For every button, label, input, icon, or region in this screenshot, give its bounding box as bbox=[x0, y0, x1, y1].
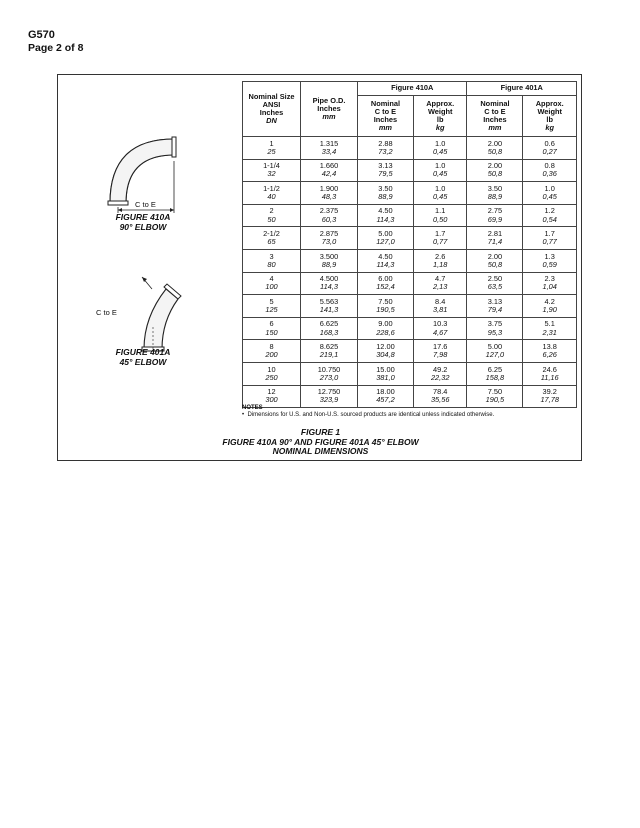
table-cell: 3.500 88,9 bbox=[301, 249, 358, 272]
table-row bbox=[243, 249, 577, 272]
table-cell: 2.88 73,2 bbox=[358, 137, 414, 160]
table-body bbox=[243, 137, 577, 408]
header-401a-cte: Nominal C to E Inches mm bbox=[467, 96, 523, 137]
table-cell: 1.660 42,4 bbox=[301, 159, 358, 182]
table-cell: 6.25 158,8 bbox=[467, 362, 523, 385]
table-cell: 24.6 11,16 bbox=[523, 362, 577, 385]
header-pipe-od: Pipe O.D. Inches mm bbox=[301, 82, 358, 137]
caption-line-3: NOMINAL DIMENSIONS bbox=[272, 446, 369, 456]
note-item: • Dimensions for U.S. and Non-U.S. sourced products are identical unless indicated otherwise. bbox=[242, 412, 495, 418]
table-cell: 2 50 bbox=[243, 204, 301, 227]
table-cell: 1.1 0,50 bbox=[413, 204, 467, 227]
table-row bbox=[243, 227, 577, 250]
table-cell: 4 100 bbox=[243, 272, 301, 295]
table-cell: 1.900 48,3 bbox=[301, 182, 358, 205]
table-cell: 1.2 0,54 bbox=[523, 204, 577, 227]
table-cell: 15.00 381,0 bbox=[358, 362, 414, 385]
table-cell: 1.0 0,45 bbox=[413, 159, 467, 182]
table-cell: 1.0 0,45 bbox=[413, 137, 467, 160]
table-cell: 0.8 0,36 bbox=[523, 159, 577, 182]
table-cell: 78.4 35,56 bbox=[413, 385, 467, 408]
table-cell: 1-1/4 32 bbox=[243, 159, 301, 182]
figure-401a-desc: 45° ELBOW bbox=[119, 357, 167, 367]
table-cell: 2.00 50,8 bbox=[467, 249, 523, 272]
table-row bbox=[243, 159, 577, 182]
table-row bbox=[243, 272, 577, 295]
table-cell: 6.625 168,3 bbox=[301, 317, 358, 340]
table-cell: 0.6 0,27 bbox=[523, 137, 577, 160]
table-cell: 1 25 bbox=[243, 137, 301, 160]
table-cell: 1.3 0,59 bbox=[523, 249, 577, 272]
notes bbox=[242, 405, 494, 419]
dimensions-table bbox=[242, 81, 577, 408]
elbow-45-dim-label: C to E bbox=[96, 308, 117, 317]
table-cell: 18.00 457,2 bbox=[358, 385, 414, 408]
table-group-header-row bbox=[243, 82, 577, 96]
header-401a-weight: Approx. Weight lb kg bbox=[523, 96, 577, 137]
table-cell: 7.50 190,5 bbox=[467, 385, 523, 408]
table-cell: 1.315 33,4 bbox=[301, 137, 358, 160]
table-cell: 8.4 3,81 bbox=[413, 295, 467, 318]
page-number: Page 2 of 8 bbox=[28, 42, 84, 54]
document-id: G570 bbox=[28, 29, 55, 41]
table-cell: 2.81 71,4 bbox=[467, 227, 523, 250]
table-cell: 3.50 88,9 bbox=[358, 182, 414, 205]
table-cell: 5.00 127,0 bbox=[467, 340, 523, 363]
table-cell: 8 200 bbox=[243, 340, 301, 363]
header-410a-cte: Nominal C to E Inches mm bbox=[358, 96, 414, 137]
header-figure-410a: Figure 410A bbox=[358, 82, 467, 96]
table-cell: 1.0 0,45 bbox=[523, 182, 577, 205]
table-cell: 1-1/2 40 bbox=[243, 182, 301, 205]
table-cell: 3.13 79,5 bbox=[358, 159, 414, 182]
figure-caption bbox=[58, 428, 583, 457]
notes-heading: NOTES bbox=[242, 405, 263, 411]
table-cell: 8.625 219,1 bbox=[301, 340, 358, 363]
table-row bbox=[243, 317, 577, 340]
table-row bbox=[243, 340, 577, 363]
table-cell: 7.50 190,5 bbox=[358, 295, 414, 318]
table-cell: 5.563 141,3 bbox=[301, 295, 358, 318]
table-cell: 2.75 69,9 bbox=[467, 204, 523, 227]
table-cell: 4.2 1,90 bbox=[523, 295, 577, 318]
table-row bbox=[243, 204, 577, 227]
figure-frame bbox=[57, 74, 582, 461]
figure-410a-caption bbox=[98, 212, 188, 232]
table-cell: 3.50 88,9 bbox=[467, 182, 523, 205]
table-cell: 39.2 17,78 bbox=[523, 385, 577, 408]
table-cell: 2.6 1,18 bbox=[413, 249, 467, 272]
table-cell: 1.0 0,45 bbox=[413, 182, 467, 205]
table-cell: 13.8 6,26 bbox=[523, 340, 577, 363]
table-cell: 10 250 bbox=[243, 362, 301, 385]
table-cell: 2.50 63,5 bbox=[467, 272, 523, 295]
table-cell: 2.3 1,04 bbox=[523, 272, 577, 295]
table-cell: 3 80 bbox=[243, 249, 301, 272]
header-figure-401a: Figure 401A bbox=[467, 82, 577, 96]
table-cell: 10.750 273,0 bbox=[301, 362, 358, 385]
figure-410a-name: FIGURE 410A bbox=[115, 212, 171, 222]
table-row bbox=[243, 362, 577, 385]
table-row bbox=[243, 137, 577, 160]
table-cell: 2.875 73,0 bbox=[301, 227, 358, 250]
table-row bbox=[243, 295, 577, 318]
table-cell: 10.3 4,67 bbox=[413, 317, 467, 340]
table-cell: 12.00 304,8 bbox=[358, 340, 414, 363]
table-cell: 6.00 152,4 bbox=[358, 272, 414, 295]
table-cell: 5 125 bbox=[243, 295, 301, 318]
table-cell: 6 150 bbox=[243, 317, 301, 340]
table-cell: 2-1/2 65 bbox=[243, 227, 301, 250]
header-nominal-size: Nominal Size ANSI Inches DN bbox=[243, 82, 301, 137]
table-cell: 4.50 114,3 bbox=[358, 249, 414, 272]
caption-line-2: FIGURE 410A 90° AND FIGURE 401A 45° ELBOW bbox=[222, 436, 419, 447]
table-cell: 4.7 2,13 bbox=[413, 272, 467, 295]
header-410a-weight: Approx. Weight lb kg bbox=[413, 96, 467, 137]
table-cell: 49.2 22,32 bbox=[413, 362, 467, 385]
table-cell: 5.00 127,0 bbox=[358, 227, 414, 250]
table-cell: 3.75 95,3 bbox=[467, 317, 523, 340]
table-row bbox=[243, 182, 577, 205]
table-cell: 12 300 bbox=[243, 385, 301, 408]
table-cell: 9.00 228,6 bbox=[358, 317, 414, 340]
table-cell: 12.750 323,9 bbox=[301, 385, 358, 408]
figure-401a-name: FIGURE 401A bbox=[115, 347, 171, 357]
table-cell: 1.7 0,77 bbox=[413, 227, 467, 250]
table-cell: 2.375 60,3 bbox=[301, 204, 358, 227]
table-cell: 2.00 50,8 bbox=[467, 137, 523, 160]
table-cell: 1.7 0,77 bbox=[523, 227, 577, 250]
elbow-45-drawing bbox=[128, 267, 188, 357]
caption-line-1: FIGURE 1 bbox=[300, 427, 341, 437]
table-cell: 5.1 2,31 bbox=[523, 317, 577, 340]
table-cell: 17.6 7,98 bbox=[413, 340, 467, 363]
figure-401a-caption bbox=[98, 347, 188, 367]
elbow-90-dim-label: C to E bbox=[135, 200, 156, 209]
table-cell: 3.13 79,4 bbox=[467, 295, 523, 318]
table-cell: 4.50 114,3 bbox=[358, 204, 414, 227]
table-cell: 2.00 50,8 bbox=[467, 159, 523, 182]
table-cell: 4.500 114,3 bbox=[301, 272, 358, 295]
figure-410a-desc: 90° ELBOW bbox=[119, 222, 167, 232]
